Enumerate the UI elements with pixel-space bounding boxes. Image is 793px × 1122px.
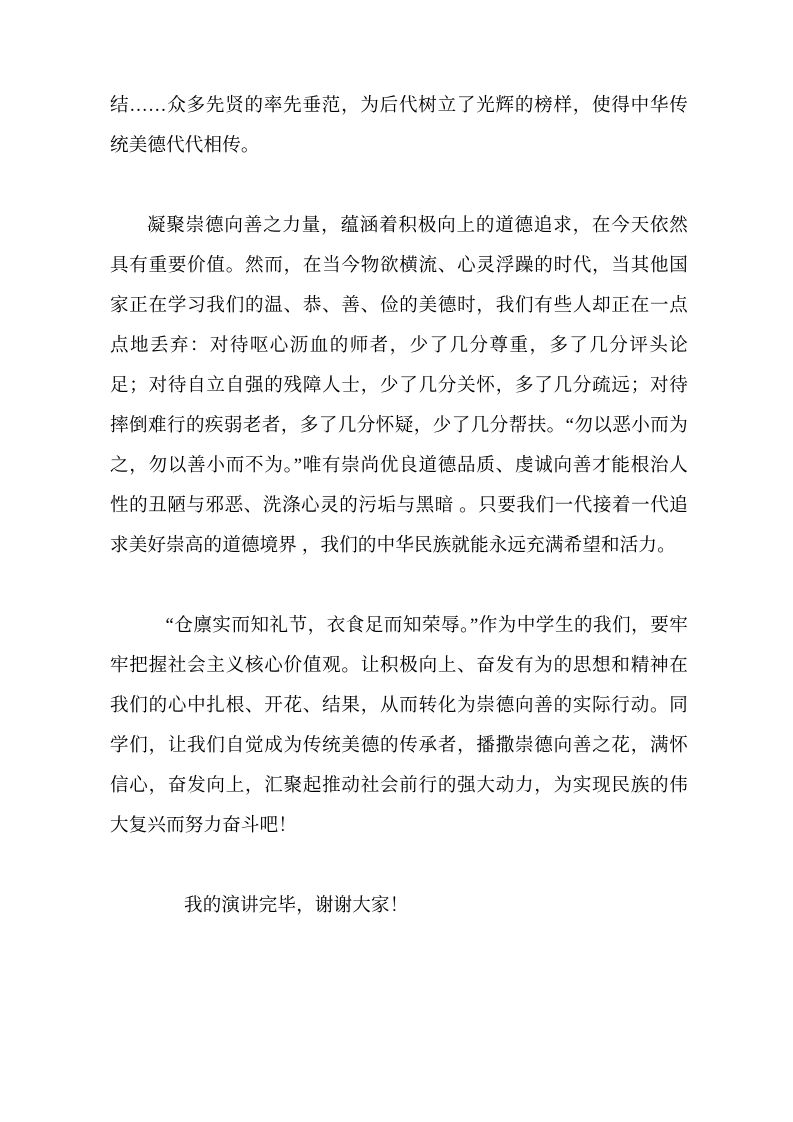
document-body <box>110 86 688 926</box>
paragraph-spacer <box>110 846 688 886</box>
paragraph-4: 我的演讲完毕，谢谢大家！ <box>184 896 409 916</box>
paragraph-3: “仓廪实而知礼节，衣食足而知荣辱。”作为中学生的我们，要牢牢把握社会主义核心价值观。让积极向上、奋发有为的思想和精神在我们的心中扎根、开花、结果，从而转化为崇德向善的实际行动。同学们，让我们自觉成为传统美德的传承者，播撒崇德向善之花，满怀信心，奋发向上，汇聚起推动社会前行的强大动力，为实现民族的伟大复兴而努力奋斗吧！ <box>110 616 688 836</box>
paragraph-1: 结……众多先贤的率先垂范，为后代树立了光辉的榜样，使得中华传统美德代代相传。 <box>110 96 688 156</box>
paragraph-2: 凝聚崇德向善之力量，蕴涵着积极向上的道德追求，在今天依然具有重要价值。然而，在当今物欲横流、心灵浮躁的时代，当其他国家正在学习我们的温、恭、善、俭的美德时，我们有些人却正在一点点地丢弃：对待呕心沥血的师者，少了几分尊重，多了几分评头论足；对待自立自强的残障人士，少了几分关怀，多了几分疏远；对待摔倒难行的疾弱老者，多了几分怀疑，少了几分帮扶。“勿以恶小而为之，勿以善小而不为。”唯有崇尚优良道德品质、虔诚向善才能根治人性的丑陋与邪恶、洗涤心灵的污垢与黑暗 。只要我们一代接着一代追求美好崇高的道德境界 ，我们的中华民族就能永远充满希望和活力。 <box>110 216 688 556</box>
paragraph-spacer <box>110 166 688 206</box>
paragraph-spacer <box>110 566 688 606</box>
